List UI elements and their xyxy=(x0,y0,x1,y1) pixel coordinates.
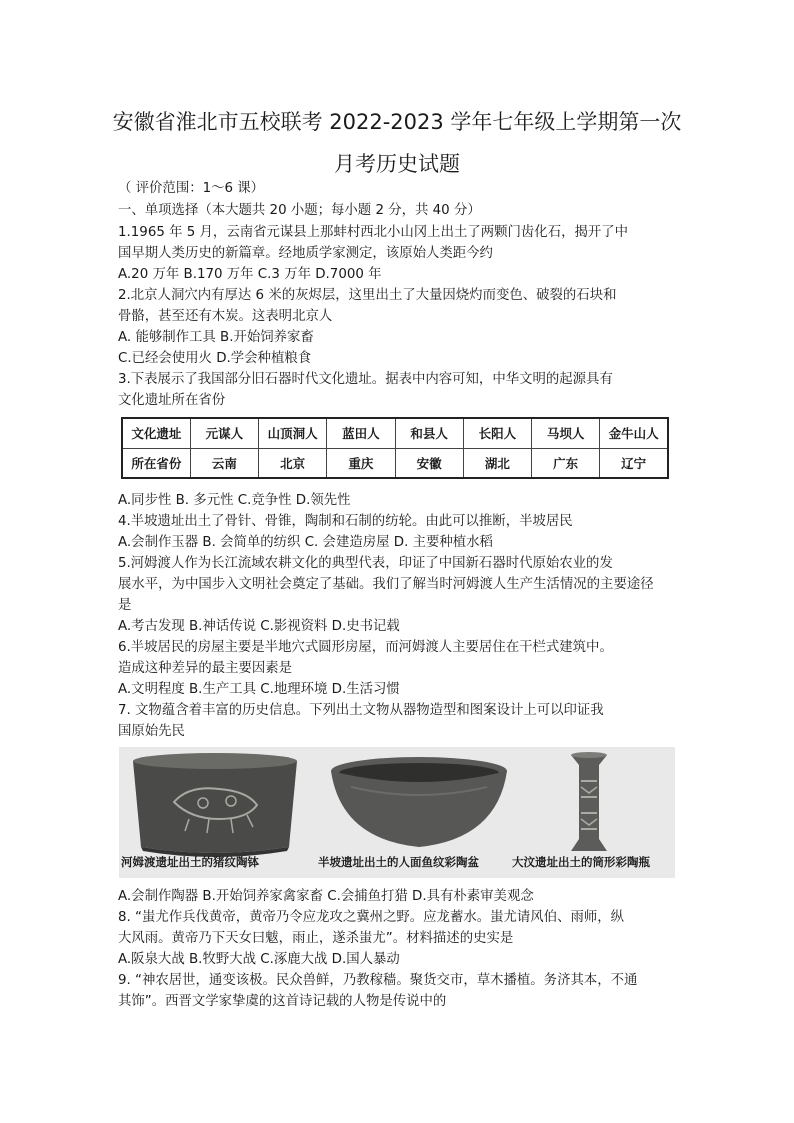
sites-table xyxy=(121,417,669,479)
question-7-options: A.会制作陶器 B.开始饲养家禽家畜 C.会捕鱼打猎 D.具有朴素审美观念 xyxy=(118,889,534,904)
section-heading: 一、单项选择（本大题共 20 小题；每小题 2 分，共 40 分） xyxy=(118,203,481,218)
question-4-stem: 4.半坡遗址出土了骨针、骨锥，陶制和石制的纺轮。由此可以推断，半坡居民 xyxy=(118,514,573,529)
table-cell: 广东 xyxy=(532,448,600,478)
table-cell: 长阳人 xyxy=(463,418,531,448)
question-5-stem: 5.河姆渡人作为长江流域农耕文化的典型代表，印证了中国新石器时代原始农业的发 xyxy=(118,556,613,571)
paper-title-line-1: 安徽省淮北市五校联考 2022-2023 学年七年级上学期第一次 xyxy=(112,110,682,134)
table-cell: 北京 xyxy=(259,448,327,478)
caption-painted-jar: 大汶遗址出土的筒形彩陶瓶 xyxy=(512,855,650,869)
table-cell: 文化遗址 xyxy=(122,418,190,448)
question-2-stem-cont: 骨骼，甚至还有木炭。这表明北京人 xyxy=(118,309,333,324)
question-8-options: A.阪泉大战 B.牧野大战 C.涿鹿大战 D.国人暴动 xyxy=(118,952,400,967)
question-3-options: A.同步性 B. 多元性 C.竞争性 D.领先性 xyxy=(118,493,351,508)
question-6-stem: 6.半坡居民的房屋主要是半地穴式圆形房屋，而河姆渡人主要居住在干栏式建筑中。 xyxy=(118,640,613,655)
question-2-options-cd: C.已经会使用火 D.学会种植粮食 xyxy=(118,351,312,366)
question-7-stem: 7. 文物蕴含着丰富的历史信息。下列出土文物从器物造型和图案设计上可以印证我 xyxy=(118,703,604,718)
question-8-stem-cont: 大风雨。黄帝乃下天女曰魃，雨止，遂杀蚩尤”。材料描述的史实是 xyxy=(118,931,514,946)
table-cell: 安徽 xyxy=(395,448,463,478)
table-cell: 重庆 xyxy=(327,448,395,478)
table-row xyxy=(122,418,668,448)
table-row xyxy=(122,448,668,478)
question-9-stem-cont: 其饰”。西晋文学家挚虞的这首诗记载的人物是传说中的 xyxy=(118,994,447,1009)
question-5-stem-end: 是 xyxy=(118,598,132,613)
question-2-options-ab: A. 能够制作工具 B.开始饲养家畜 xyxy=(118,330,314,345)
question-5-stem-cont: 展水平，为中国步入文明社会奠定了基础。我们了解当时河姆渡人生产生活情况的主要途径 xyxy=(118,577,654,592)
question-1-stem: 1.1965 年 5 月，云南省元谋县上那蚌村西北小山冈上出土了两颗门齿化石，揭开了中 xyxy=(118,225,629,240)
table-cell: 云南 xyxy=(190,448,258,478)
question-2-stem: 2.北京人洞穴内有厚达 6 米的灰烬层，这里出土了大量因烧灼而变色、破裂的石块和 xyxy=(118,288,617,303)
caption-fish-basin: 半坡遗址出土的人面鱼纹彩陶盆 xyxy=(318,855,479,869)
question-1-stem-cont: 国早期人类历史的新篇章。经地质学家测定，该原始人类距今约 xyxy=(118,246,493,261)
table-cell: 元谋人 xyxy=(190,418,258,448)
question-8-stem: 8. “蚩尤作兵伐黄帝，黄帝乃令应龙攻之冀州之野。应龙蓄水。蚩尤请风伯、雨师，纵 xyxy=(118,910,625,925)
table-cell: 辽宁 xyxy=(600,448,668,478)
table-cell: 山顶洞人 xyxy=(259,418,327,448)
question-4-options: A.会制作玉器 B. 会简单的纺织 C. 会建造房屋 D. 主要种植水稻 xyxy=(118,535,493,550)
scope-note: （ 评价范围：1～6 课） xyxy=(118,181,265,196)
question-3-stem: 3.下表展示了我国部分旧石器时代文化遗址。据表中内容可知，中华文明的起源具有 xyxy=(118,372,613,387)
table-cell: 所在省份 xyxy=(122,448,190,478)
question-1-options: A.20 万年 B.170 万年 C.3 万年 D.7000 年 xyxy=(118,267,382,282)
table-cell: 和县人 xyxy=(395,418,463,448)
question-7-stem-cont: 国原始先民 xyxy=(118,724,185,739)
table-cell: 金牛山人 xyxy=(600,418,668,448)
table-cell: 蓝田人 xyxy=(327,418,395,448)
question-3-stem-cont: 文化遗址所在省份 xyxy=(118,393,226,408)
caption-pig-bowl: 河姆渡遗址出土的猪纹陶钵 xyxy=(121,855,259,869)
paper-title-line-2: 月考历史试题 xyxy=(334,152,460,176)
question-9-stem: 9. “神农居世，通变该极。民众兽鲜，乃教稼穑。聚货交市，草木播植。务济其本，不通 xyxy=(118,973,638,988)
question-5-options: A.考古发现 B.神话传说 C.影视资料 D.史书记载 xyxy=(118,619,400,634)
question-6-options: A.文明程度 B.生产工具 C.地理环境 D.生活习惯 xyxy=(118,682,400,697)
table-cell: 湖北 xyxy=(463,448,531,478)
question-6-stem-cont: 造成这种差异的最主要因素是 xyxy=(118,661,293,676)
table-cell: 马坝人 xyxy=(532,418,600,448)
pig-pattern-bowl-image xyxy=(133,753,297,857)
